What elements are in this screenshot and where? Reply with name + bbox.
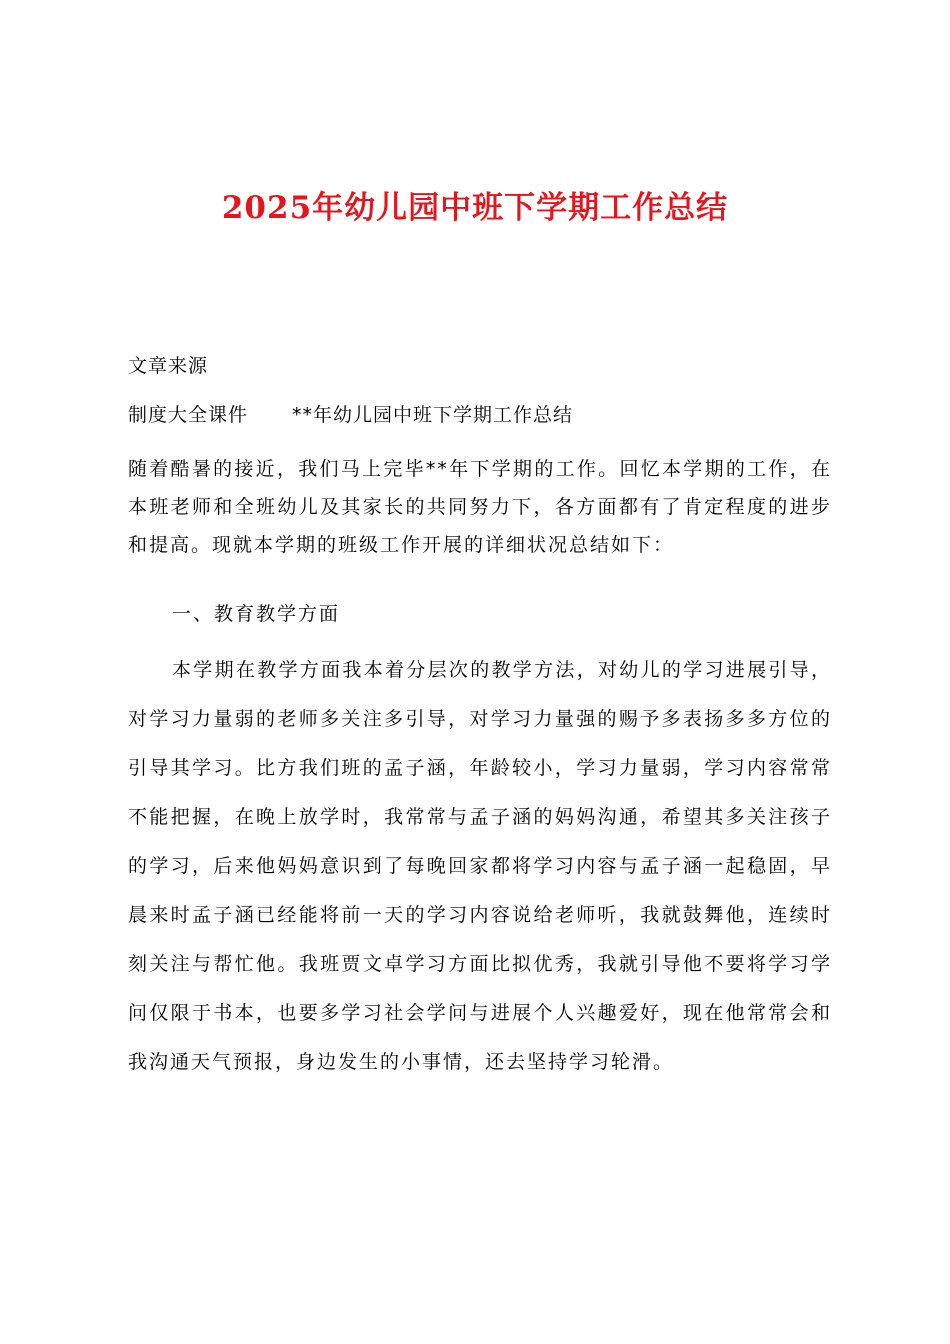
section-heading: 一、教育教学方面: [172, 603, 341, 625]
source-line: [128, 401, 573, 429]
document-title: 2025年幼儿园中班下学期工作总结: [221, 190, 729, 226]
intro-paragraph: 随着酷暑的接近，我们马上完毕**年下学期的工作。回忆本学期的工作，在本班老师和全班幼儿及其家长的共同努力下，各方面都有了肯定程度的进步和提高。现就本学期的班级工作开展的详细状况总结如下：: [128, 458, 832, 556]
source-article-title: **年幼儿园中班下学期工作总结: [292, 404, 574, 426]
section-paragraph: 本学期在教学方面我本着分层次的教学方法，对幼儿的学习进展引导，对学习力量弱的老师多关注多引导，对学习力量强的赐予多表扬多多方位的引导其学习。比方我们班的孟子涵，年龄较小，学习力量弱，学习内容常常不能把握，在晚上放学时，我常常与孟子涵的妈妈沟通，希望其多关注孩子的学习，后来他妈妈意识到了每晚回家都将学习内容与孟子涵一起稳固，早晨来时孟子涵已经能将前一天的学习内容说给老师听，我就鼓舞他，连续时刻关注与帮忙他。我班贾文卓学习方面比拟优秀，我就引导他不要将学习学问仅限于书本，也要多学习社会学问与进展个人兴趣爱好，现在他常常会和我沟通天气预报，身边发生的小事情，还去坚持学习轮滑。: [128, 659, 832, 1073]
source-label: 文章来源: [128, 355, 209, 377]
source-site: 制度大全课件: [128, 404, 249, 426]
